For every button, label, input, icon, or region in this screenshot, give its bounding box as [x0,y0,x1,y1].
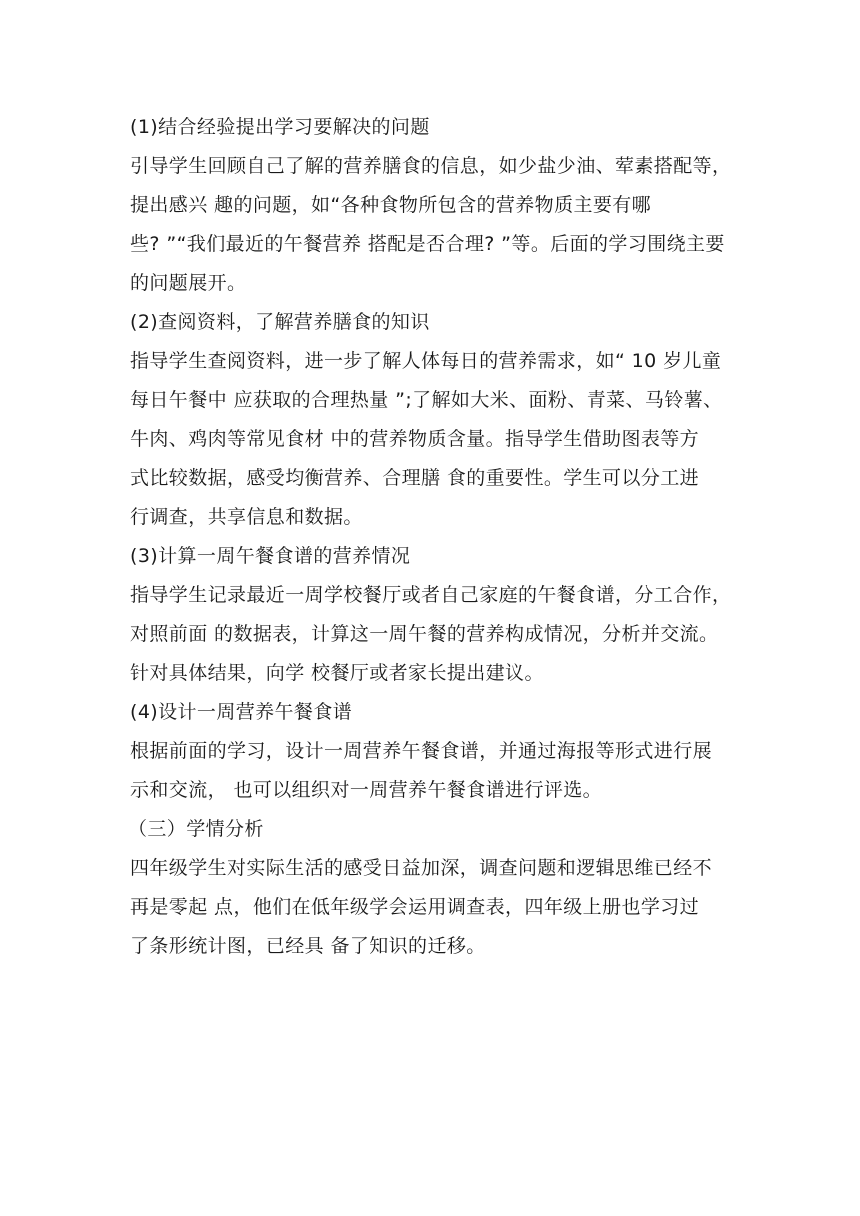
paragraph-line: 四年级学生对实际生活的感受日益加深，调查问题和逻辑思维已经不 [130,857,713,879]
paragraph-line: 行调查，共享信息和数据。 [130,506,363,528]
paragraph-line: 些? ”“我们最近的午餐营养 搭配是否合理? ”等。后面的学习围绕主要 [130,233,725,255]
paragraph-line: 引导学生回顾自己了解的营养膳食的信息，如少盐少油、荤素搭配等， [130,155,732,177]
paragraph-line: 指导学生记录最近一周学校餐厅或者自己家庭的午餐食谱，分工合作， [130,584,732,606]
paragraph-line: 对照前面 的数据表，计算这一周午餐的营养构成情况，分析并交流。 [130,623,719,645]
step-1-heading: (1)结合经验提出学习要解决的问题 [130,116,430,138]
paragraph-line: 再是零起 点，他们在低年级学会运用调查表，四年级上册也学习过 [130,896,700,918]
paragraph-line: 根据前面的学习，设计一周营养午餐食谱，并通过海报等形式进行展 [130,740,713,762]
paragraph-line: 每日午餐中 应获取的合理热量 ”;了解如大米、面粉、青菜、马铃薯、 [130,389,723,411]
paragraph-line: 针对具体结果，向学 校餐厅或者家长提出建议。 [130,662,544,684]
section-heading-learner-analysis: （三）学情分析 [128,818,264,840]
paragraph-line: 了条形统计图，已经具 备了知识的迁移。 [130,935,486,957]
step-4-heading: (4)设计一周营养午餐食谱 [130,701,353,723]
paragraph-line: 的问题展开。 [130,272,247,294]
paragraph-line: 牛肉、鸡肉等常见食材 中的营养物质含量。指导学生借助图表等方 [130,428,700,450]
step-3-heading: (3)计算一周午餐食谱的营养情况 [130,545,411,567]
paragraph-line: 示和交流， 也可以组织对一周营养午餐食谱进行评选。 [130,779,603,801]
paragraph-line: 提出感兴 趣的问题，如“各种食物所包含的营养物质主要有哪 [130,194,652,216]
paragraph-line: 指导学生查阅资料，进一步了解人体每日的营养需求，如“ 10 岁儿童 [130,350,722,372]
document-body [130,108,750,966]
paragraph-line: 式比较数据，感受均衡营养、合理膳 食的重要性。学生可以分工进 [130,467,700,489]
step-2-heading: (2)查阅资料，了解营养膳食的知识 [130,311,430,333]
